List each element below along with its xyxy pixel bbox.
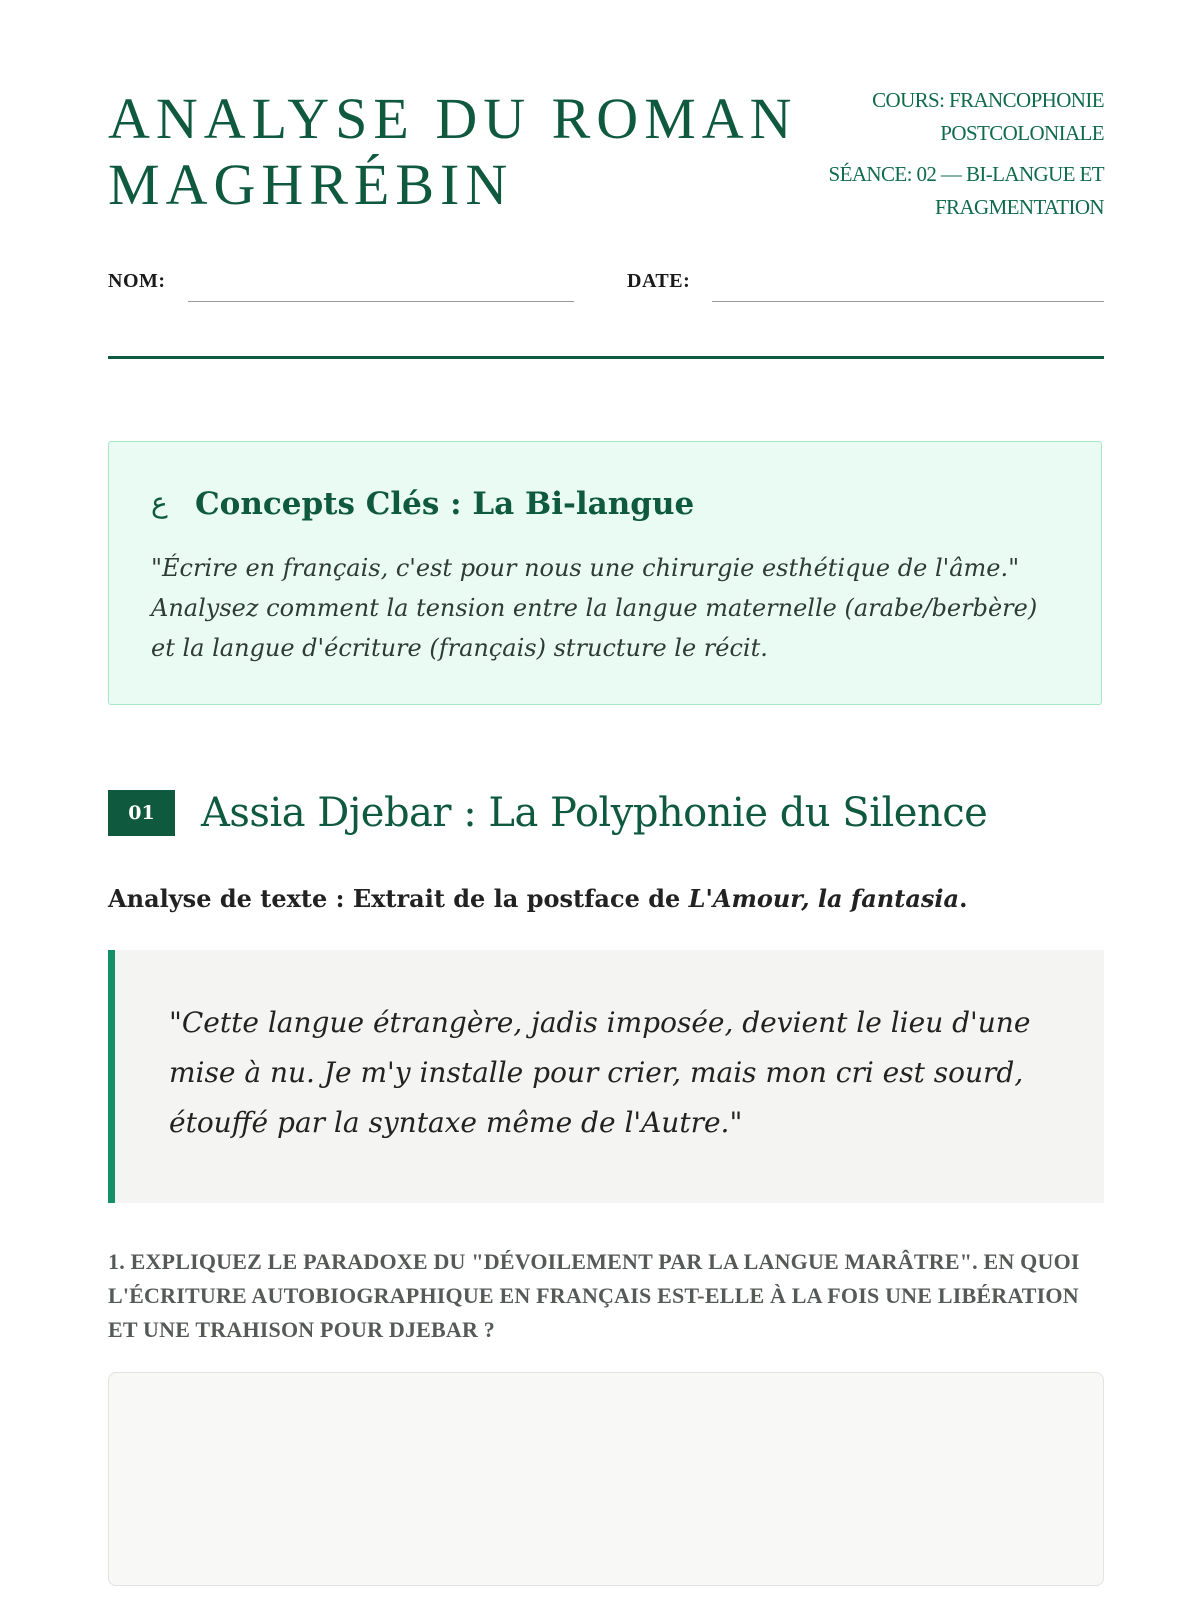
course-info: [784, 84, 1104, 224]
session-line-1: SÉANCE: 02 — BI-LANGUE ET: [828, 162, 1104, 186]
section-number-badge: 01: [108, 790, 175, 836]
name-field[interactable]: [188, 301, 574, 302]
concept-title: [151, 486, 694, 522]
analysis-suffix: .: [959, 884, 968, 913]
concept-title-text: Concepts Clés : La Bi-langue: [195, 486, 695, 522]
course-line-1: COURS: FRANCOPHONIE: [872, 88, 1104, 112]
concept-text: "Écrire en français, c'est pour nous une chirurgie esthétique de l'âme." Analysez comment la tension entre la langue maternelle (arabe/berbère) et la langue d'écriture (français) structure le récit.: [151, 554, 1038, 662]
question-1: 1. EXPLIQUEZ LE PARADOXE DU "DÉVOILEMENT PAR LA LANGUE MARÂTRE". EN QUOI L'ÉCRITURE AUTOBIOGRAPHIQUE EN FRANÇAIS EST-ELLE À LA FOIS UNE LIBÉRATION ET UNE TRAHISON POUR DJEBAR ?: [108, 1249, 1080, 1342]
date-field[interactable]: [712, 301, 1104, 302]
title-line-2: MAGHRÉBIN: [108, 152, 514, 217]
analysis-work-title: L'Amour, la fantasia: [688, 884, 960, 913]
section-title: Assia Djebar : La Polyphonie du Silence: [201, 790, 988, 836]
name-label: NOM:: [108, 270, 166, 292]
concept-callout: [108, 441, 1102, 705]
title-line-1: ANALYSE DU ROMAN: [108, 86, 798, 151]
course-line-2: POSTCOLONIALE: [940, 121, 1104, 145]
analysis-prefix: Analyse de texte : Extrait de la postface de: [108, 884, 689, 913]
course-gap: [784, 150, 1104, 158]
worksheet-page: [108, 0, 1104, 1342]
arabic-letters-icon: ع: [151, 486, 168, 519]
page-title: [108, 86, 828, 218]
quote-text: "Cette langue étrangère, jadis imposée, devient le lieu d'une mise à nu. Je m'y installe pour crier, mais mon cri est sourd, étouffé par la syntaxe même de l'Autre.": [169, 1006, 1031, 1139]
section-heading: [108, 790, 1104, 838]
session-line-2: FRAGMENTATION: [934, 195, 1104, 219]
quote-block: [108, 950, 1104, 1203]
date-label: DATE:: [627, 270, 691, 292]
student-fields: [108, 262, 1104, 302]
worksheet-header: [108, 0, 1104, 240]
answer-box[interactable]: [108, 1372, 1104, 1586]
analysis-instruction: [108, 884, 967, 913]
header-divider: [108, 356, 1104, 359]
